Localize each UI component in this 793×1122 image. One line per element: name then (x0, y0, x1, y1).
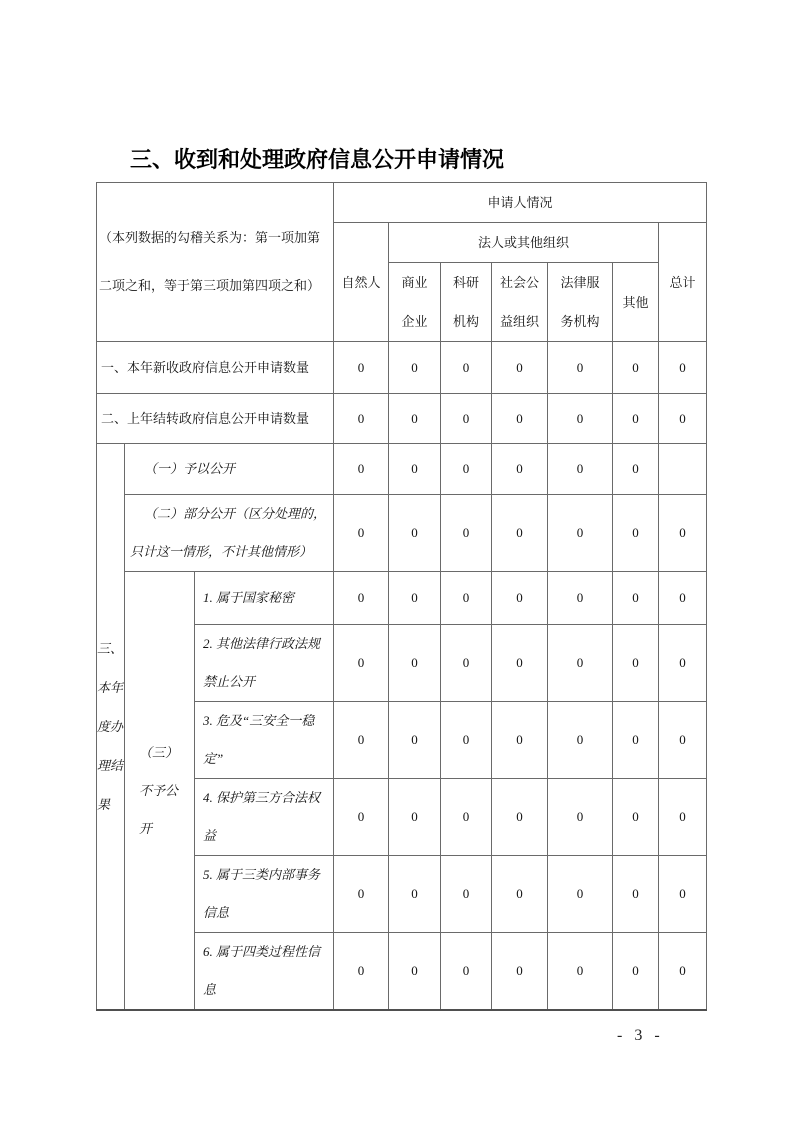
value-cell: 0 (389, 495, 441, 572)
value-cell: 0 (441, 444, 492, 495)
value-cell: 0 (659, 342, 707, 394)
applications-table (96, 182, 707, 1011)
value-cell: 0 (334, 572, 389, 625)
value-cell: 0 (492, 779, 548, 856)
table-row (97, 444, 707, 495)
value-cell: 0 (659, 779, 707, 856)
row-label-refused-disclosure (125, 572, 195, 1011)
header-legal-person-or-other-org: 法人或其他组织 (389, 223, 659, 263)
value-cell: 0 (613, 444, 659, 495)
value-cell: 0 (613, 933, 659, 1011)
header-research-institution-label: 科研机构 (452, 275, 479, 329)
row-label-internal-affairs-info: 5. 属于三类内部事务信息 (195, 856, 334, 933)
value-cell: 0 (492, 394, 548, 444)
value-cell: 0 (441, 572, 492, 625)
value-cell: 0 (441, 702, 492, 779)
value-cell: 0 (659, 856, 707, 933)
value-cell: 0 (389, 394, 441, 444)
value-cell: 0 (548, 342, 613, 394)
value-cell: 0 (492, 495, 548, 572)
row-label-section3-results (97, 444, 125, 1011)
value-cell: 0 (613, 779, 659, 856)
row-label-state-secret: 1. 属于国家秘密 (195, 572, 334, 625)
section-title: 三、收到和处理政府信息公开申请情况 (130, 147, 505, 172)
value-cell: 0 (334, 856, 389, 933)
value-cell: 0 (659, 933, 707, 1011)
value-cell: 0 (334, 495, 389, 572)
value-cell: 0 (441, 394, 492, 444)
row-label-law-prohibited: 2. 其他法律行政法规禁止公开 (195, 625, 334, 702)
table-row (97, 495, 707, 572)
value-cell: 0 (389, 779, 441, 856)
value-cell: 0 (659, 495, 707, 572)
value-cell: 0 (492, 572, 548, 625)
value-cell: 0 (334, 394, 389, 444)
value-cell: 0 (659, 394, 707, 444)
value-cell: 0 (334, 444, 389, 495)
value-cell: 0 (441, 342, 492, 394)
header-social-welfare-org-label: 社会公益组织 (499, 275, 539, 329)
value-cell: 0 (441, 625, 492, 702)
value-cell: 0 (548, 856, 613, 933)
value-cell: 0 (613, 495, 659, 572)
value-cell: 0 (548, 495, 613, 572)
value-cell: 0 (548, 572, 613, 625)
header-legal-service-org (548, 263, 613, 342)
value-cell: 0 (659, 702, 707, 779)
header-social-welfare-org (492, 263, 548, 342)
value-cell: 0 (389, 856, 441, 933)
value-cell: 0 (548, 625, 613, 702)
value-cell: 0 (389, 933, 441, 1011)
value-cell: 0 (492, 933, 548, 1011)
value-cell: 0 (492, 702, 548, 779)
value-cell: 0 (389, 342, 441, 394)
value-cell: 0 (492, 444, 548, 495)
header-applicant-situation: 申请人情况 (334, 183, 707, 223)
value-cell: 0 (389, 444, 441, 495)
sub3-label: （三）不予公开 (139, 744, 179, 836)
header-commercial-enterprise-label: 商业企业 (401, 275, 428, 329)
value-cell: 0 (613, 394, 659, 444)
row-label-third-party-rights: 4. 保护第三方合法权益 (195, 779, 334, 856)
section3-label: 三、本年度办理结果 (97, 641, 124, 812)
value-cell: 0 (548, 702, 613, 779)
value-cell: 0 (334, 779, 389, 856)
row-label-process-info: 6. 属于四类过程性信息 (195, 933, 334, 1011)
value-cell: 0 (334, 625, 389, 702)
header-legal-service-org-label: 法律服务机构 (560, 275, 600, 329)
header-commercial-enterprise (389, 263, 441, 342)
value-cell: 0 (334, 702, 389, 779)
row-label-endanger-security: 3. 危及“三安全一稳定” (195, 702, 334, 779)
page-number: - 3 - (617, 1027, 664, 1044)
row-label-granted-disclosure: （一）予以公开 (125, 444, 334, 495)
value-cell: 0 (492, 342, 548, 394)
value-cell: 0 (659, 625, 707, 702)
value-cell: 0 (389, 702, 441, 779)
value-cell: 0 (548, 779, 613, 856)
value-cell: 0 (492, 856, 548, 933)
header-research-institution (441, 263, 492, 342)
value-cell: 0 (441, 779, 492, 856)
note-cell: （本列数据的勾稽关系为：第一项加第二项之和，等于第三项加第四项之和） (97, 183, 334, 342)
table-row (97, 572, 707, 625)
table-row (97, 342, 707, 394)
row-label-partial-disclosure: （二）部分公开（区分处理的，只计这一情形，不计其他情形） (125, 495, 334, 572)
value-cell: 0 (613, 572, 659, 625)
value-cell: 0 (548, 394, 613, 444)
header-total: 总计 (659, 223, 707, 342)
value-cell: 0 (613, 625, 659, 702)
header-natural-person: 自然人 (334, 223, 389, 342)
value-cell: 0 (548, 933, 613, 1011)
row-label-carried-over-applications: 二、上年结转政府信息公开申请数量 (97, 394, 334, 444)
table-row (97, 394, 707, 444)
value-cell (659, 444, 707, 495)
value-cell: 0 (441, 933, 492, 1011)
value-cell: 0 (492, 625, 548, 702)
row-label-new-applications: 一、本年新收政府信息公开申请数量 (97, 342, 334, 394)
value-cell: 0 (613, 702, 659, 779)
value-cell: 0 (548, 444, 613, 495)
value-cell: 0 (389, 625, 441, 702)
value-cell: 0 (659, 572, 707, 625)
value-cell: 0 (389, 572, 441, 625)
value-cell: 0 (613, 342, 659, 394)
value-cell: 0 (441, 856, 492, 933)
value-cell: 0 (334, 342, 389, 394)
value-cell: 0 (334, 933, 389, 1011)
value-cell: 0 (613, 856, 659, 933)
value-cell: 0 (441, 495, 492, 572)
header-other: 其他 (613, 263, 659, 342)
